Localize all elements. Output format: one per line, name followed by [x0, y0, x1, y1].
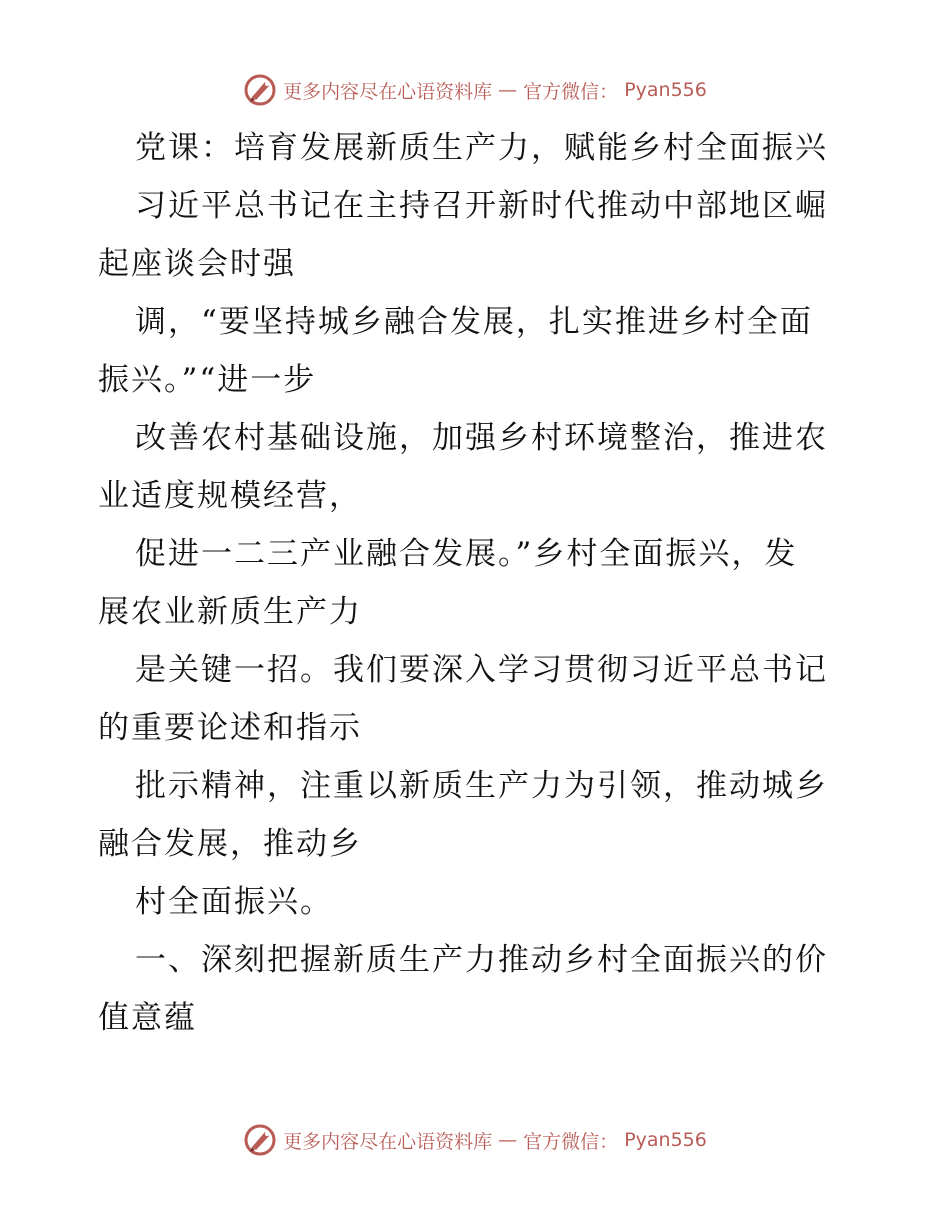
- watermark-site-text: 更多内容尽在心语资料库: [283, 1130, 493, 1153]
- watermark-contact-label: 官方微信：: [523, 1130, 619, 1153]
- paragraph-line: 融合发展，推动乡: [98, 826, 362, 862]
- watermark-contact-id: Pyan556: [624, 1129, 707, 1151]
- paragraph-line: 起座谈会时强: [98, 246, 296, 282]
- watermark-contact-label: 官方微信：: [523, 80, 619, 103]
- watermark-dash: —: [498, 79, 518, 101]
- header-watermark: [0, 70, 950, 110]
- watermark-dash: —: [498, 1129, 518, 1151]
- pen-logo-icon: [243, 73, 277, 107]
- paragraph-line: 习近平总书记在主持召开新时代推动中部地区崛: [135, 188, 828, 224]
- paragraph-line: 的重要论述和指示: [98, 710, 362, 746]
- document-title: 党课：培育发展新质生产力，赋能乡村全面振兴: [135, 130, 828, 166]
- footer-watermark: [0, 1120, 950, 1160]
- paragraph-line: 调，“要坚持城乡融合发展，扎实推进乡村全面: [135, 304, 813, 340]
- section-heading-line: 一、深刻把握新质生产力推动乡村全面振兴的价: [135, 942, 828, 978]
- pen-logo-icon: [243, 1123, 277, 1157]
- paragraph-line: 是关键一招。我们要深入学习贯彻习近平总书记: [135, 652, 828, 688]
- paragraph-line: 振兴。”“进一步: [98, 362, 317, 398]
- watermark-contact-id: Pyan556: [624, 79, 707, 101]
- paragraph-line: 促进一二三产业融合发展。”乡村全面振兴，发: [135, 536, 798, 572]
- watermark-site-text: 更多内容尽在心语资料库: [283, 80, 493, 103]
- paragraph-line: 村全面振兴。: [135, 884, 333, 920]
- section-heading-line: 值意蕴: [98, 1000, 197, 1036]
- paragraph-line: 改善农村基础设施，加强乡村环境整治，推进农: [135, 420, 828, 456]
- paragraph-line: 业适度规模经营，: [98, 478, 362, 514]
- paragraph-line: 批示精神，注重以新质生产力为引领，推动城乡: [135, 768, 828, 804]
- document-body: [98, 119, 858, 1047]
- paragraph-line: 展农业新质生产力: [98, 594, 362, 630]
